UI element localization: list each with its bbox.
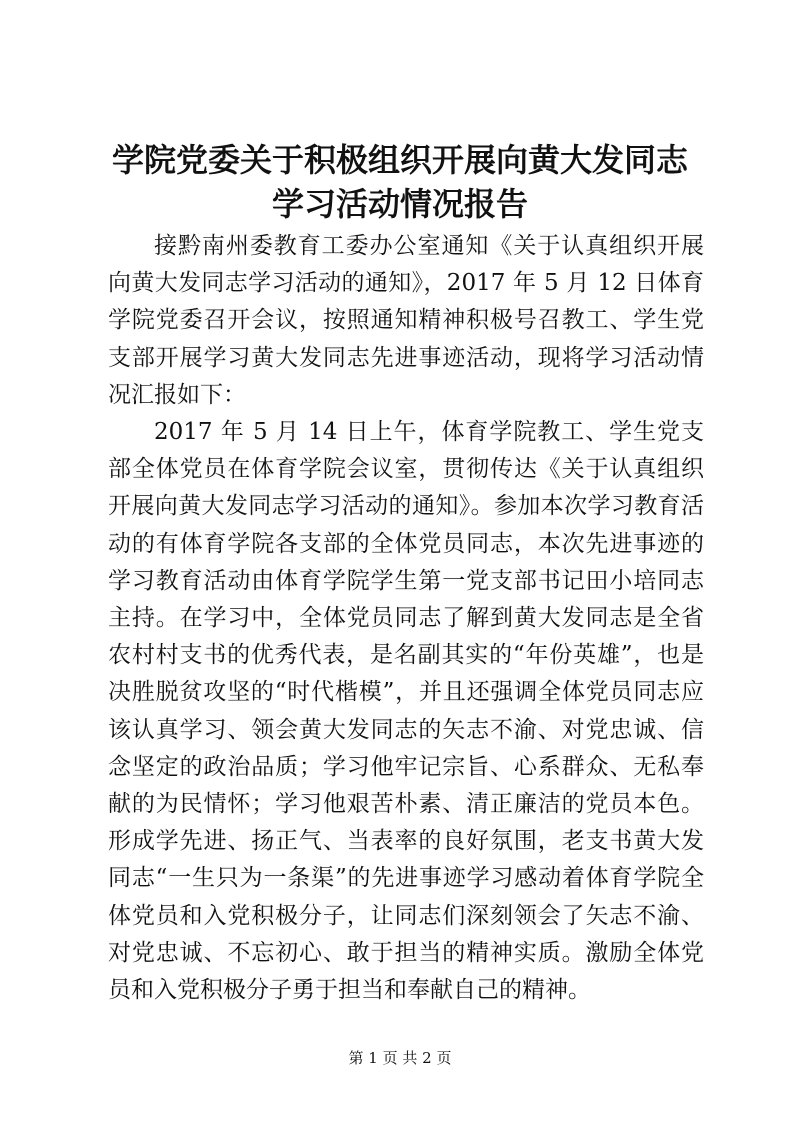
paragraph-1: 接黔南州委教育工委办公室通知《关于认真组织开展向黄大发同志学习活动的通知》，2017 年 5 月 12 日体育学院党委召开会议，按照通知精神积极号召教工、学生党支部开展学习黄大发同志先进事迹活动，现将学习活动情况汇报如下： — [108, 233, 704, 408]
document-body — [108, 228, 704, 1009]
paragraph-2: 2017 年 5 月 14 日上午，体育学院教工、学生党支部全体党员在体育学院会议室，贯彻传达《关于认真组织开展向黄大发同志学习活动的通知》。参加本次学习教育活动的有体育学院各支部的全体党员同志，本次先进事迹的学习教育活动由体育学院学生第一党支部书记田小培同志主持。在学习中，全体党员同志了解到黄大发同志是全省农村村支书的优秀代表，是名副其实的“年份英雄”，也是决胜脱贫攻坚的“时代楷模”，并且还强调全体党员同志应该认真学习、领会黄大发同志的矢志不渝、对党忠诚、信念坚定的政治品质；学习他牢记宗旨、心系群众、无私奉献的为民情怀；学习他艰苦朴素、清正廉洁的党员本色。形成学先进、扬正气、当表率的良好氛围，老支书黄大发同志“一生只为一条渠”的先进事迹学习感动着体育学院全体党员和入党积极分子，让同志们深刻领会了矢志不渝、对党忠诚、不忘初心、敢于担当的精神实质。激励全体党员和入党积极分子勇于担当和奉献自己的精神。 — [108, 419, 704, 1004]
document-title: 学院党委关于积极组织开展向黄大发同志学习活动情况报告 — [111, 141, 688, 223]
page-footer: 第 1 页 共 2 页 — [348, 1049, 452, 1067]
